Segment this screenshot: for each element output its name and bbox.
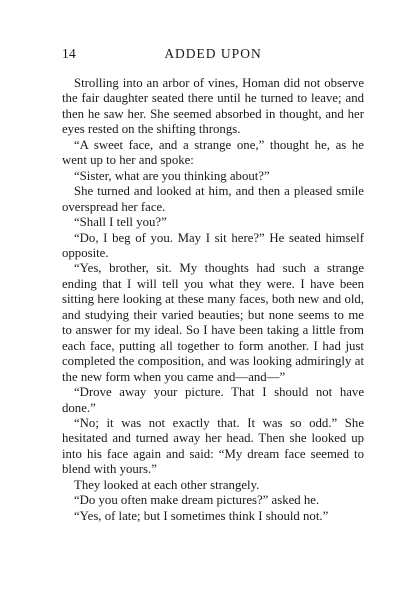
paragraph: “Yes, of late; but I sometimes think I should not.” bbox=[74, 508, 329, 523]
paragraph: Strolling into an arbor of vines, Homan did not observe the fair daughter seated there until he turned to leave; and then he saw her. She seemed absorbed in thought, and her eyes rested on the shifting throngs. bbox=[62, 76, 364, 137]
page-header bbox=[62, 46, 364, 64]
paragraph: “Do you often make dream pictures?” asked he. bbox=[74, 493, 320, 508]
paragraph: “No; it was not exactly that. It was so odd.” She hesitated and turned away her head. Then she looked up into his face again and said: “My dream face seemed to blend with yours.” bbox=[62, 415, 364, 477]
paragraph: “A sweet face, and a strange one,” thought he, as he went up to her and spoke: bbox=[62, 137, 364, 168]
page-number: 14 bbox=[62, 46, 77, 61]
paragraph: “Sister, what are you thinking about?” bbox=[74, 168, 270, 183]
running-title: ADDED UPON bbox=[164, 46, 262, 61]
paragraph: They looked at each other strangely. bbox=[74, 477, 260, 492]
paragraph: “Drove away your picture. That I should not have done.” bbox=[62, 385, 364, 415]
paragraph: “Shall I tell you?” bbox=[74, 215, 167, 230]
paragraph: “Yes, brother, sit. My thoughts had such a strange ending that I will tell you what they were. I have been sitting here looking at these many faces, both new and old, and studying their varied beauties; but none seems to me to answer for my ideal. So I have been taking a little from each face, putting all together to form another. I had just completed the composition, and was looking admiringly at the new form when you came and—and—” bbox=[62, 261, 364, 384]
paragraph: “Do, I beg of you. May I sit here?” He seated himself opposite. bbox=[62, 230, 364, 260]
body-text bbox=[62, 76, 364, 524]
paragraph: She turned and looked at him, and then a pleased smile overspread her face. bbox=[62, 184, 364, 214]
